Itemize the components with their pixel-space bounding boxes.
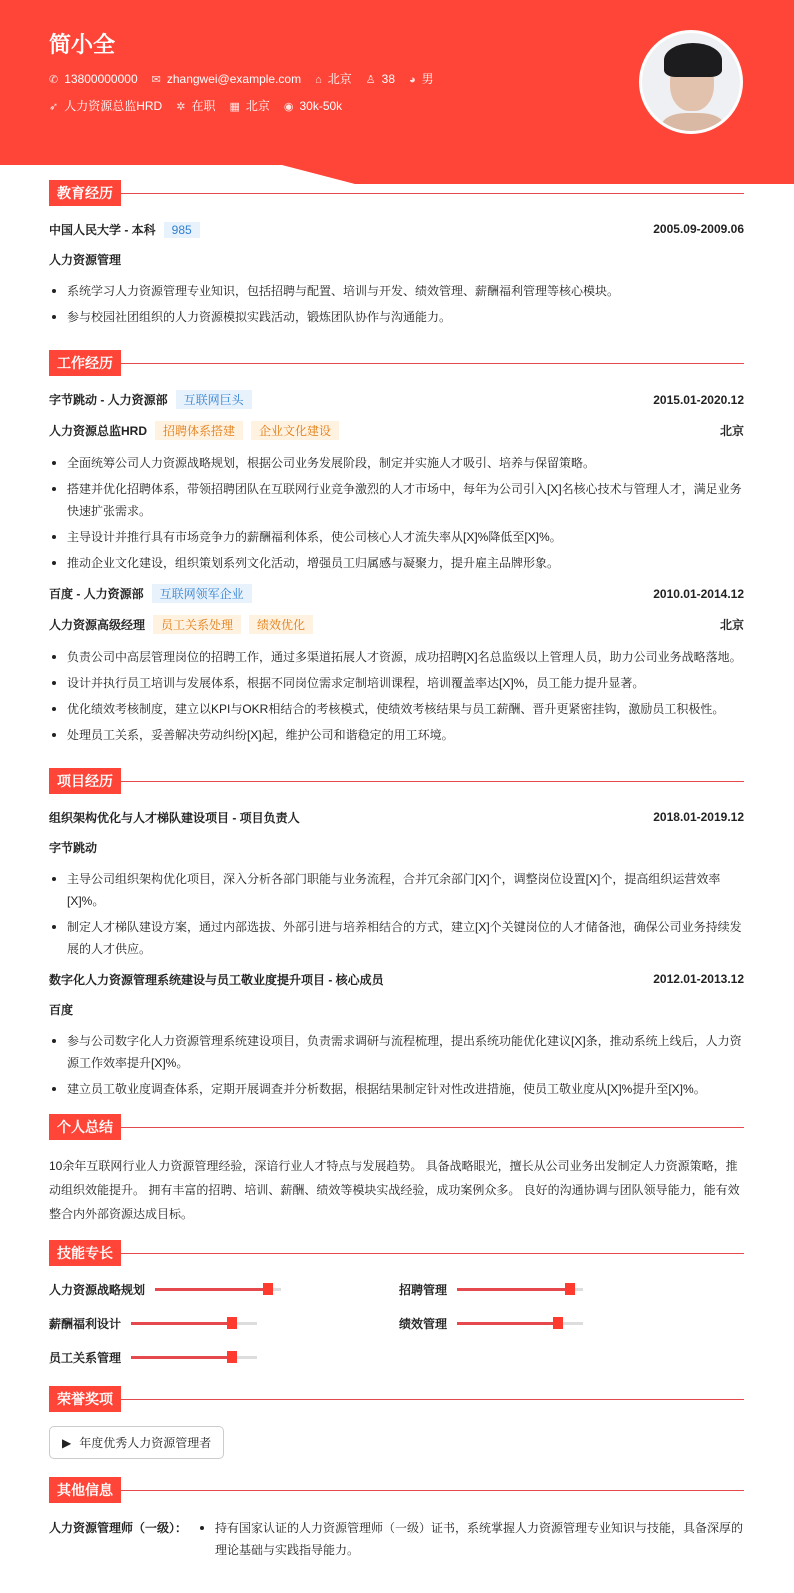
- mail-icon: ✉: [151, 73, 161, 86]
- skill-bar: [131, 1356, 257, 1359]
- skill-bar: [155, 1288, 281, 1291]
- status: 在职: [191, 99, 216, 113]
- skill-item: [399, 1280, 744, 1298]
- skill-item: [399, 1314, 744, 1332]
- candidate-name: 简小全: [49, 32, 116, 57]
- tag: 互联网巨头: [176, 390, 252, 409]
- email[interactable]: zhangwei@example.com: [166, 71, 302, 86]
- section-projects: 项目经历: [49, 768, 744, 794]
- resume-content: [49, 180, 744, 1575]
- skill-item: [49, 1348, 399, 1366]
- list-item: 系统学习人力资源管理专业知识，包括招聘与配置、培训与开发、绩效管理、薪酬福利管理等核心模块。: [49, 280, 744, 302]
- skill-bar: [457, 1322, 583, 1325]
- date: 2012.01-2013.12: [653, 972, 744, 986]
- job-entry: [49, 390, 744, 574]
- date: 2015.01-2020.12: [653, 392, 744, 407]
- phone: 13800000000: [64, 71, 138, 86]
- date: 2010.01-2014.12: [653, 586, 744, 601]
- section-summary: 个人总结: [49, 1114, 744, 1140]
- section-awards: 荣誉奖项: [49, 1386, 744, 1412]
- salary-icon: ◉: [283, 100, 294, 113]
- edu-header: 中国人民大学 - 本科 985 2005.09-2009.06: [49, 222, 744, 237]
- project-org: 百度: [49, 1002, 74, 1017]
- skill-name: 绩效管理: [399, 1316, 448, 1331]
- section-other: 其他信息: [49, 1477, 744, 1503]
- skill-knob: [227, 1351, 237, 1363]
- edu-bullets: [49, 280, 744, 328]
- section-education: 教育经历: [49, 180, 744, 206]
- send-icon: ➶: [49, 101, 59, 113]
- skill-name: 员工关系管理: [49, 1350, 122, 1365]
- skill-knob: [263, 1283, 273, 1295]
- date: 2018.01-2019.12: [653, 810, 744, 824]
- skill-name: 薪酬福利设计: [49, 1316, 122, 1331]
- list-item: 持有国家认证的人力资源管理师（一级）证书，系统掌握人力资源管理专业知识与技能，具备深厚的理论基础与实践指导能力。: [197, 1517, 744, 1561]
- list-item: 负责公司中高层管理岗位的招聘工作，通过多渠道拓展人才资源，成功招聘[X]名总监级以上管理人员，助力公司业务战略落地。: [49, 646, 744, 668]
- tag: 员工关系处理: [153, 615, 241, 634]
- phone-icon: ✆: [49, 73, 59, 86]
- age-icon: ♙: [365, 73, 376, 86]
- section-skills: 技能专长: [49, 1240, 744, 1266]
- tag: 互联网领军企业: [152, 584, 252, 603]
- section-work: 工作经历: [49, 350, 744, 376]
- list-item: 处理员工关系，妥善解决劳动纠纷[X]起，维护公司和谐稳定的用工环境。: [49, 724, 744, 746]
- project-entry: [49, 808, 744, 960]
- building-icon: ▦: [229, 101, 240, 113]
- job-row: [49, 97, 342, 114]
- skill-bar: [131, 1322, 257, 1325]
- list-item: 主导设计并推行具有市场竞争力的薪酬福利体系，使公司核心人才流失率从[X]%降低至[X]%。: [49, 526, 744, 548]
- company: 字节跳动 - 人力资源部: [49, 393, 168, 407]
- location: 北京: [327, 72, 352, 86]
- list-item: 参与校园社团组织的人力资源模拟实践活动，锻炼团队协作与沟通能力。: [49, 306, 744, 328]
- status-icon: ✲: [176, 101, 186, 113]
- job-entry: [49, 584, 744, 746]
- skill-item: [49, 1314, 399, 1332]
- age: 38: [381, 71, 396, 86]
- summary-text: 10余年互联网行业人力资源管理经验，深谙行业人才特点与发展趋势。 具备战略眼光，擅长从公司业务出发制定人力资源策略，推动组织效能提升。 拥有丰富的招聘、培训、薪酬、绩效等模块实战经验，成功案例众多。 良好的沟通协调与团队领导能力，能有效整合内外部资源达成目标。: [49, 1159, 740, 1221]
- tag: 985: [164, 222, 200, 238]
- company: 百度 - 人力资源部: [49, 587, 144, 601]
- list-item: 建立员工敬业度调查体系，定期开展调查并分析数据，根据结果制定针对性改进措施，使员工敬业度从[X]%提升至[X]%。: [49, 1078, 744, 1100]
- other-info: 人力资源管理师（一级）： 持有国家认证的人力资源管理师（一级）证书，系统掌握人力资源管理专业知识与技能，具备深厚的理论基础与实践指导能力。: [49, 1517, 744, 1575]
- skill-knob: [553, 1317, 563, 1329]
- project-name: 数字化人力资源管理系统建设与员工敬业度提升项目 - 核心成员: [49, 972, 384, 987]
- list-item: 制定人才梯队建设方案，通过内部选拔、外部引进与培养相结合的方式，建立[X]个关键岗位的人才储备池，确保公司业务持续发展的人才供应。: [49, 916, 744, 960]
- gender-icon: ◕: [409, 74, 416, 86]
- skill-knob: [227, 1317, 237, 1329]
- skill-bar: [457, 1288, 583, 1291]
- role: 人力资源总监HRD: [49, 424, 147, 438]
- gender: 男: [421, 72, 434, 86]
- position: 人力资源总监HRD: [64, 99, 163, 113]
- skill-knob: [565, 1283, 575, 1295]
- list-item: 参与公司数字化人力资源管理系统建设项目，负责需求调研与流程梳理，提出系统功能优化建议[X]条，推动系统上线后，人力资源工作效率提升[X]%。: [49, 1030, 744, 1074]
- list-item: 优化绩效考核制度，建立以KPI与OKR相结合的考核模式，使绩效考核结果与员工薪酬、晋升更紧密挂钩，激励员工积极性。: [49, 698, 744, 720]
- list-item: 搭建并优化招聘体系，带领招聘团队在互联网行业竞争激烈的人才市场中，每年为公司引入[X]名核心技术与管理人才，满足业务快速扩张需求。: [49, 478, 744, 522]
- tag: 绩效优化: [249, 615, 313, 634]
- project-org: 字节跳动: [49, 840, 98, 855]
- contact-row: [49, 70, 434, 87]
- tag: 企业文化建设: [251, 421, 339, 440]
- avatar: [639, 30, 743, 134]
- tag: 招聘体系搭建: [155, 421, 243, 440]
- list-item: 推动企业文化建设，组织策划系列文化活动，增强员工归属感与凝聚力，提升雇主品牌形象。: [49, 552, 744, 574]
- city: 北京: [245, 99, 270, 113]
- list-item: 设计并执行员工培训与发展体系，根据不同岗位需求定制培训课程，培训覆盖率达[X]%，员工能力提升显著。: [49, 672, 744, 694]
- salary: 30k-50k: [299, 98, 343, 113]
- award-item: ▶ 年度优秀人力资源管理者: [49, 1426, 224, 1459]
- project-entry: [49, 970, 744, 1100]
- list-item: 全面统筹公司人力资源战略规划，根据公司业务发展阶段，制定并实施人才吸引、培养与保留策略。: [49, 452, 744, 474]
- home-icon: ⌂: [315, 74, 322, 86]
- play-icon: ▶: [62, 1435, 72, 1450]
- city: 北京: [719, 424, 744, 438]
- skill-name: 人力资源战略规划: [49, 1282, 146, 1297]
- skill-name: 招聘管理: [399, 1282, 448, 1297]
- list-item: 主导公司组织架构优化项目，深入分析各部门职能与业务流程，合并冗余部门[X]个，调整岗位设置[X]个，提高组织运营效率[X]%。: [49, 868, 744, 912]
- project-name: 组织架构优化与人才梯队建设项目 - 项目负责人: [49, 810, 300, 825]
- role: 人力资源高级经理: [49, 618, 146, 632]
- city: 北京: [719, 618, 744, 632]
- edu-major: 人力资源管理: [49, 252, 122, 267]
- skill-item: [49, 1280, 399, 1298]
